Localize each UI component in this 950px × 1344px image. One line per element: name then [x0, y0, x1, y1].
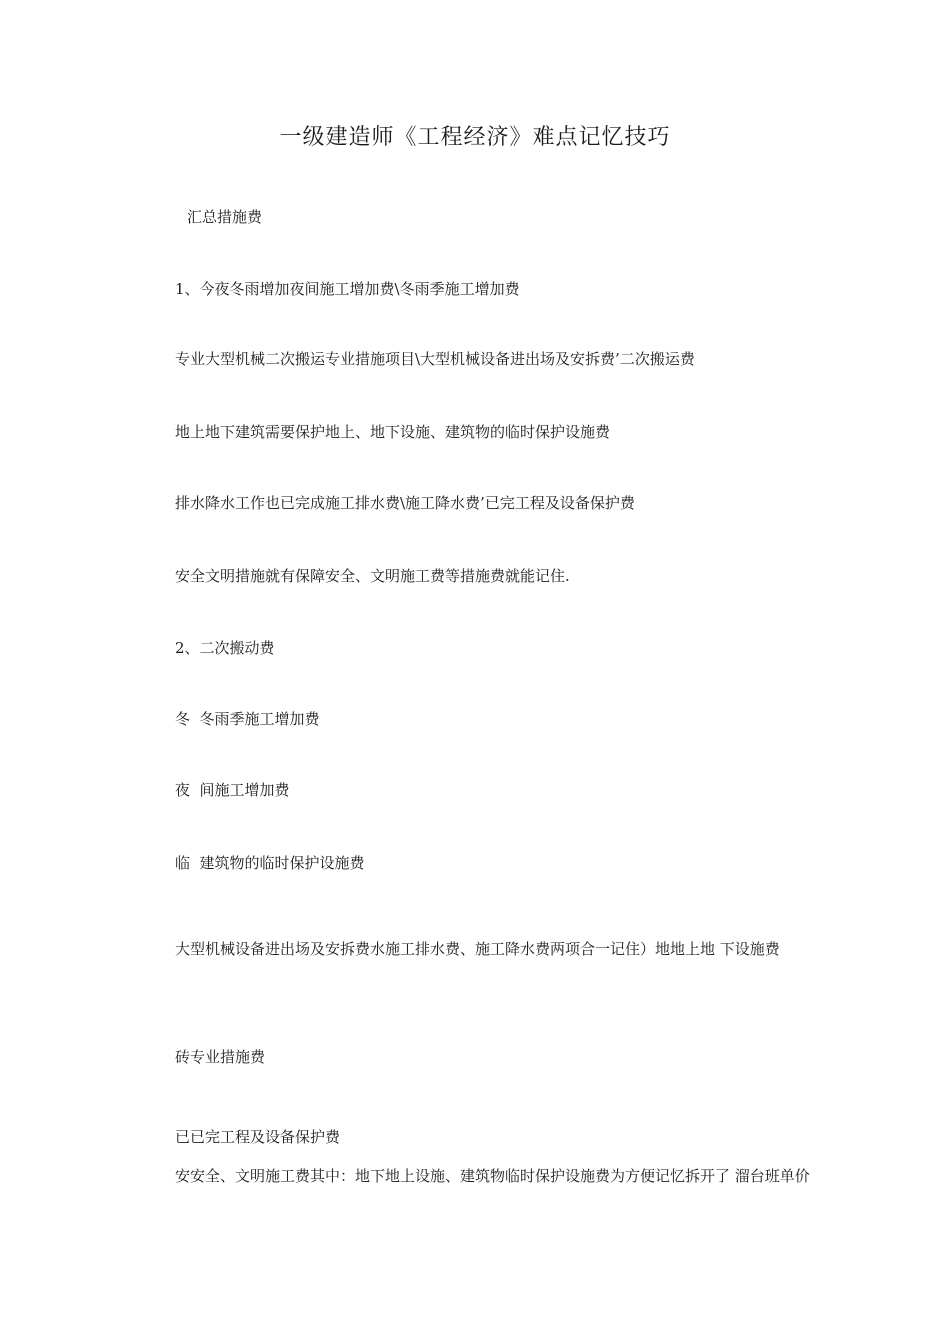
paragraph-summary: 汇总措施费 [187, 208, 263, 226]
paragraph-safety: 安全文明措施就有保障安全、文明施工费等措施费就能记住. [175, 567, 570, 585]
paragraph-large-machinery: 大型机械设备进出场及安拆费水施工排水费、施工降水费两项合一记住）地地上地 下设施费 [175, 940, 780, 958]
paragraph-drainage: 排水降水工作也已完成施工排水费\施工降水费’已完工程及设备保护费 [175, 494, 635, 512]
paragraph-item-2: 2、二次搬动费 [175, 639, 275, 657]
paragraph-night: 夜 间施工增加费 [175, 781, 290, 799]
paragraph-specialty: 砖专业措施费 [175, 1048, 266, 1066]
paragraph-protection: 地上地下建筑需要保护地上、地下设施、建筑物的临时保护设施费 [175, 423, 611, 441]
paragraph-machinery: 专业大型机械二次搬运专业措施项目\大型机械设备进出场及安拆费’二次搬运费 [175, 350, 695, 368]
document-title: 一级建造师《工程经济》难点记忆技巧 [279, 125, 671, 150]
paragraph-completed-works: 已已完工程及设备保护费 [175, 1128, 341, 1146]
paragraph-item-1: 1、今夜冬雨增加夜间施工增加费\冬雨季施工增加费 [175, 280, 520, 298]
paragraph-safety-civilized: 安安全、文明施工费其中：地下地上设施、建筑物临时保护设施费为方便记忆拆开了 溜台班单价 [175, 1167, 810, 1185]
paragraph-temporary: 临 建筑物的临时保护设施费 [175, 854, 365, 872]
paragraph-winter: 冬 冬雨季施工增加费 [175, 710, 320, 728]
